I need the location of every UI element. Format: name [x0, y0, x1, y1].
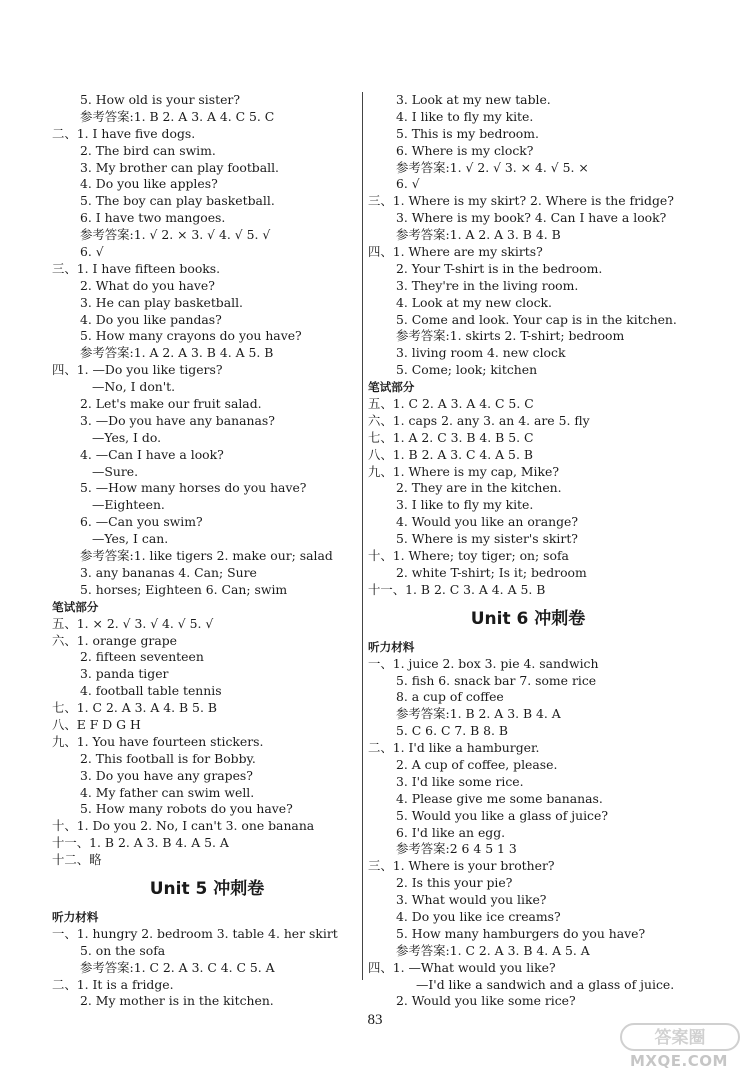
section-heading: 听力材料: [52, 909, 99, 924]
answer-line: 八、1. B 2. A 3. C 4. A 5. B: [368, 446, 533, 462]
answer-line: 3. They're in the living room.: [396, 277, 579, 293]
answer-line: 3. He can play basketball.: [80, 294, 243, 310]
answer-line: 3. —Do you have any bananas?: [80, 412, 275, 428]
watermark-logo-icon: [620, 1022, 740, 1052]
answer-line: 5. on the sofa: [80, 942, 166, 958]
answer-line: 七、1. C 2. A 3. A 4. B 5. B: [52, 700, 217, 716]
answer-line: 5. Come; look; kitchen: [396, 362, 538, 378]
section-heading: 笔试部分: [368, 380, 415, 395]
answer-line: 2. Your T-shirt is in the bedroom.: [396, 260, 603, 276]
answer-line: 六、1. orange grape: [52, 632, 178, 648]
answer-line: 参考答案:1. A 2. A 3. B 4. B: [396, 227, 561, 243]
answer-line: 6. I'd like an egg.: [396, 824, 506, 840]
answer-line: 3. My brother can play football.: [80, 159, 279, 175]
answer-line: 三、1. I have fifteen books.: [52, 260, 221, 276]
answer-line: 2. What do you have?: [80, 277, 215, 293]
answer-line: 5. How many robots do you have?: [80, 801, 293, 817]
answer-line: 参考答案:1. A 2. A 3. B 4. A 5. B: [80, 345, 274, 361]
answer-line: 5. horses; Eighteen 6. Can; swim: [80, 581, 288, 597]
answer-line: 3. living room 4. new clock: [396, 345, 566, 361]
answer-line: 2. This football is for Bobby.: [80, 750, 256, 766]
answer-line: 3. Do you have any grapes?: [80, 767, 253, 783]
answer-line: 4. Look at my new clock.: [396, 294, 552, 310]
answer-line: 2. Let's make our fruit salad.: [80, 396, 262, 412]
answer-line: 4. football table tennis: [80, 683, 222, 699]
answer-line: 十、1. Where; toy tiger; on; sofa: [368, 548, 569, 564]
answer-line: 4. Do you like ice creams?: [396, 908, 561, 924]
answer-line: 5. This is my bedroom.: [396, 125, 539, 141]
answer-line: 五、1. × 2. √ 3. √ 4. √ 5. √: [52, 615, 214, 631]
answer-line: 5. C 6. C 7. B 8. B: [396, 723, 509, 739]
answer-line: 2. My mother is in the kitchen.: [80, 993, 274, 1009]
answer-line: 3. panda tiger: [80, 666, 169, 682]
answer-line: 八、E F D G H: [52, 716, 141, 732]
answer-line: 参考答案:1. C 2. A 3. B 4. A 5. A: [396, 942, 590, 958]
answer-line: 参考答案:2 6 4 5 1 3: [396, 841, 517, 857]
answer-line: 参考答案:1. C 2. A 3. C 4. C 5. A: [80, 959, 275, 975]
answer-line: 6. Where is my clock?: [396, 142, 534, 158]
answer-line: 参考答案:1. B 2. A 3. A 4. C 5. C: [80, 108, 275, 124]
answer-line: 三、1. Where is your brother?: [368, 858, 555, 874]
answer-line: 二、1. I have five dogs.: [52, 125, 196, 141]
answer-line: 6. √: [80, 244, 104, 260]
answer-line: 九、1. Where is my cap, Mike?: [368, 463, 560, 479]
answer-line: 参考答案:1. like tigers 2. make our; salad: [80, 548, 333, 564]
answer-line: 二、1. I'd like a hamburger.: [368, 740, 540, 756]
answer-line: 十、1. Do you 2. No, I can't 3. one banana: [52, 818, 315, 834]
answer-line: 6. I have two mangoes.: [80, 210, 226, 226]
answer-line: 参考答案:1. √ 2. √ 3. × 4. √ 5. ×: [396, 159, 589, 175]
column-divider: [362, 92, 363, 980]
answer-line: 5. Would you like a glass of juice?: [396, 807, 608, 823]
answer-line: 5. How many hamburgers do you have?: [396, 925, 646, 941]
answer-line: 4. I like to fly my kite.: [396, 108, 534, 124]
answer-line: 5. —How many horses do you have?: [80, 480, 307, 496]
answer-line: 5. How old is your sister?: [80, 92, 240, 107]
answer-line: 5. How many crayons do you have?: [80, 328, 302, 344]
answer-line: —No, I don't.: [92, 379, 176, 395]
unit-heading: Unit 6 冲刺卷: [470, 608, 586, 629]
answer-line: 二、1. It is a fridge.: [52, 976, 174, 992]
answer-line: 3. I'd like some rice.: [396, 773, 524, 789]
answer-line: 5. Come and look. Your cap is in the kitchen.: [396, 311, 677, 327]
answer-line: 十一、1. B 2. A 3. B 4. A 5. A: [52, 835, 229, 851]
answer-line: 6. √: [396, 176, 420, 192]
answer-line: 参考答案:1. B 2. A 3. B 4. A: [396, 706, 561, 722]
right-column: [368, 92, 688, 1010]
answer-line: 参考答案:1. skirts 2. T-shirt; bedroom: [396, 328, 625, 344]
answer-line: 四、1. Where are my skirts?: [368, 244, 543, 260]
svg-text:答案圈: 答案圈: [654, 1028, 706, 1048]
answer-line: 2. The bird can swim.: [80, 142, 216, 158]
answer-line: 三、1. Where is my skirt? 2. Where is the fridge?: [368, 193, 674, 209]
watermark-url: MXQE.COM: [630, 1052, 728, 1070]
section-heading: 听力材料: [368, 639, 415, 654]
answer-line: 2. They are in the kitchen.: [396, 480, 562, 496]
answer-line: 3. any bananas 4. Can; Sure: [80, 564, 257, 580]
answer-line: 4. —Can I have a look?: [80, 446, 224, 462]
answer-line: 五、1. C 2. A 3. A 4. C 5. C: [368, 396, 534, 412]
section-heading: 笔试部分: [52, 599, 99, 614]
answer-line: 8. a cup of coffee: [396, 689, 504, 705]
answer-line: 6. —Can you swim?: [80, 514, 203, 530]
answer-line: 4. My father can swim well.: [80, 784, 255, 800]
answer-line: 六、1. caps 2. any 3. an 4. are 5. fly: [368, 412, 590, 428]
answer-line: 4. Would you like an orange?: [396, 514, 578, 530]
answer-line: 4. Do you like pandas?: [80, 311, 222, 327]
answer-line: 5. The boy can play basketball.: [80, 193, 275, 209]
answer-line: 九、1. You have fourteen stickers.: [52, 733, 264, 749]
answer-line: 2. fifteen seventeen: [80, 649, 204, 665]
answer-line: 4. Do you like apples?: [80, 176, 218, 192]
answer-line: —Yes, I do.: [92, 429, 162, 445]
answer-line: 四、1. —What would you like?: [368, 959, 556, 975]
answer-line: 参考答案:1. √ 2. × 3. √ 4. √ 5. √: [80, 227, 271, 243]
answer-line: —Eighteen.: [92, 497, 165, 513]
answer-line: 七、1. A 2. C 3. B 4. B 5. C: [368, 429, 534, 445]
answer-line: 2. Is this your pie?: [396, 875, 513, 891]
answer-line: 十二、略: [52, 852, 102, 868]
answer-line: 5. Where is my sister's skirt?: [396, 531, 578, 547]
answer-line: 四、1. —Do you like tigers?: [52, 362, 223, 378]
unit-heading: Unit 5 冲刺卷: [149, 878, 265, 899]
answer-line: 5. fish 6. snack bar 7. some rice: [396, 672, 597, 688]
answer-line: 一、1. juice 2. box 3. pie 4. sandwich: [368, 655, 599, 671]
answer-line: —Sure.: [92, 463, 139, 479]
left-column: [52, 92, 362, 1010]
answer-line: 2. A cup of coffee, please.: [396, 756, 558, 772]
answer-line: 2. Would you like some rice?: [396, 993, 576, 1009]
answer-line: 3. Where is my book? 4. Can I have a look?: [396, 210, 667, 226]
answer-line: 2. white T-shirt; Is it; bedroom: [396, 564, 587, 580]
answer-line: 3. What would you like?: [396, 892, 547, 908]
answer-line: 一、1. hungry 2. bedroom 3. table 4. her skirt: [52, 925, 338, 941]
answer-line: —I'd like a sandwich and a glass of juice.: [416, 976, 675, 992]
answer-line: —Yes, I can.: [92, 531, 169, 547]
answer-line: 十一、1. B 2. C 3. A 4. A 5. B: [368, 581, 546, 597]
answer-line: 3. I like to fly my kite.: [396, 497, 534, 513]
page-number: 83: [367, 1012, 383, 1028]
watermark: [620, 1022, 742, 1074]
answer-line: 3. Look at my new table.: [396, 92, 551, 107]
answer-line: 4. Please give me some bananas.: [396, 790, 603, 806]
